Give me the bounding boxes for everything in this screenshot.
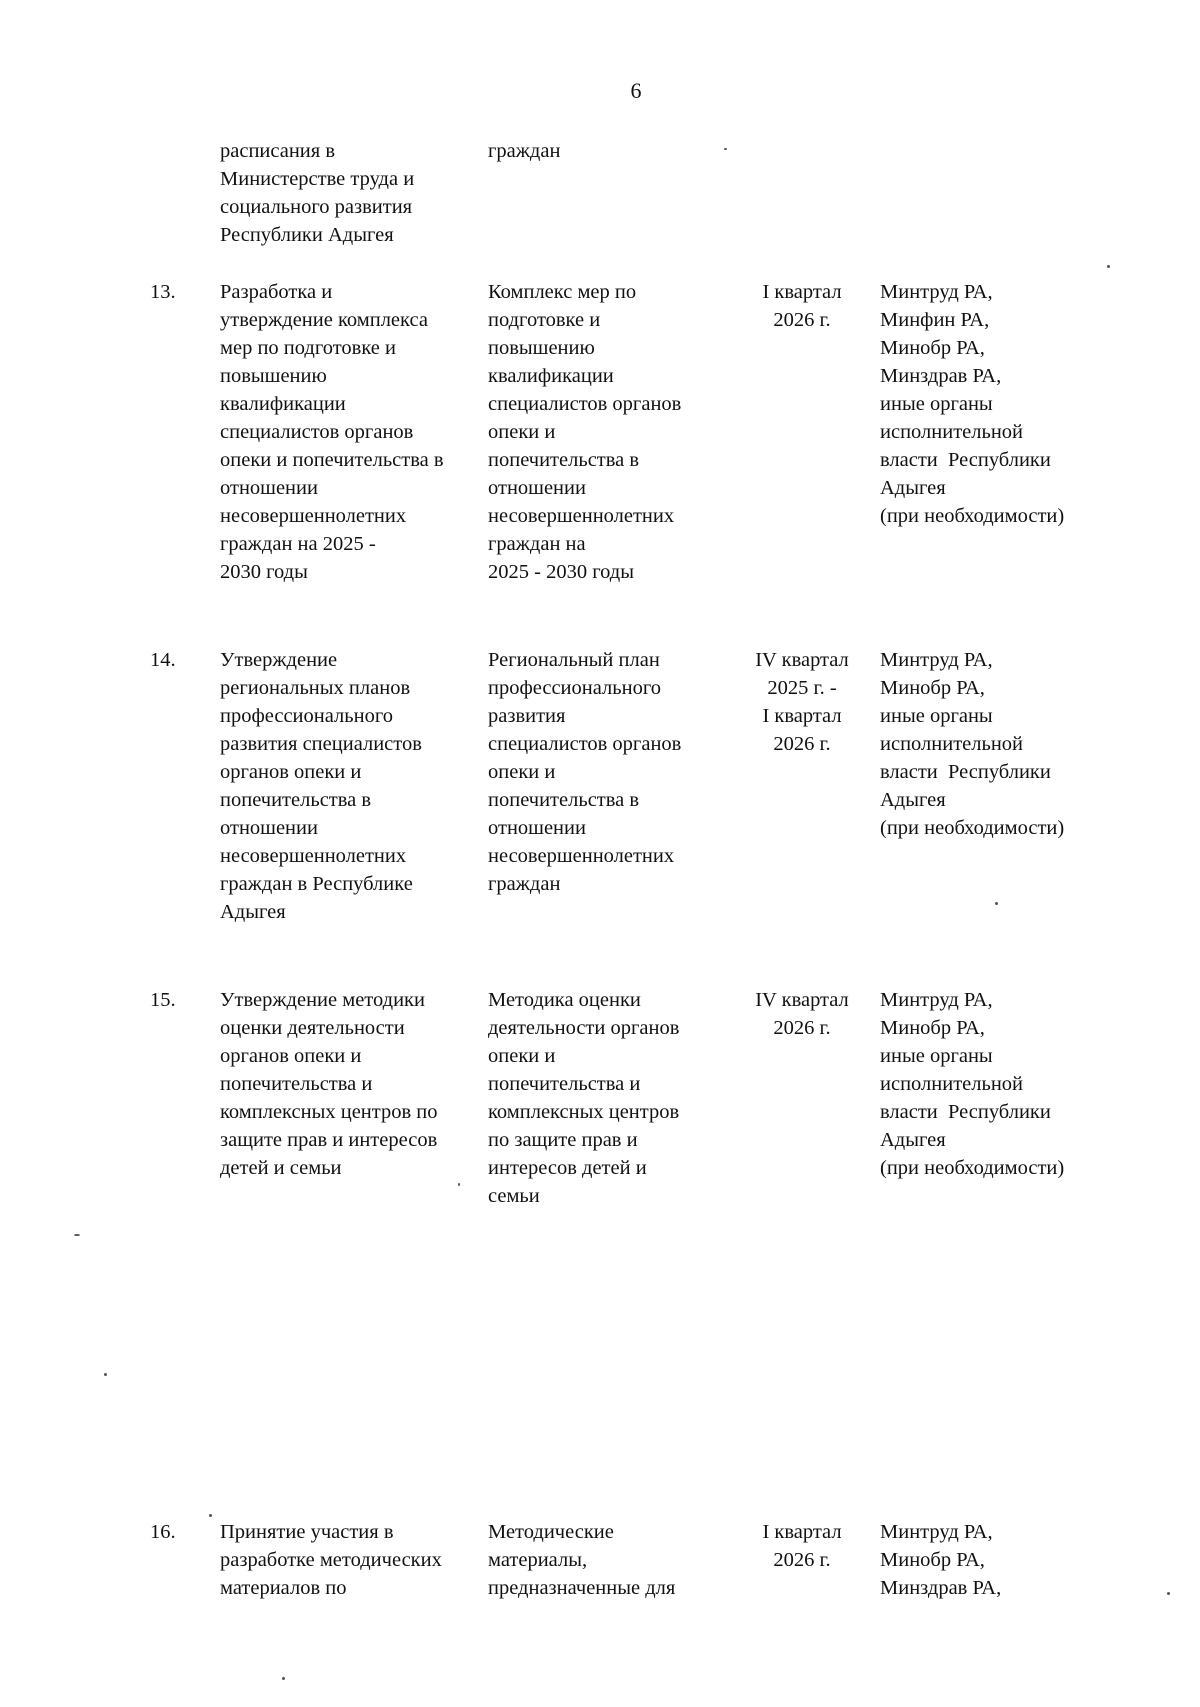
text-line: исполнительной (880, 733, 1024, 755)
text-line: (при необходимости) (880, 1157, 1065, 1179)
text-line: исполнительной (880, 421, 1024, 443)
scan-speck (1167, 1592, 1170, 1595)
text-line: попечительства и (488, 1073, 641, 1095)
text-line: Утверждение методики (220, 989, 425, 1011)
text-line: (при необходимости) (880, 505, 1065, 527)
row-13-deadline (742, 278, 862, 334)
text-line: опеки и (488, 1045, 556, 1067)
text-line: 2026 г. (773, 1549, 831, 1571)
text-line: отношении (220, 817, 318, 839)
text-line: Методика оценки (488, 989, 641, 1011)
text-line: I квартал (762, 1521, 842, 1543)
text-line: повышению (488, 337, 595, 359)
text-line: опеки и (488, 421, 556, 443)
row-14-number: 14. (150, 649, 176, 671)
scan-speck (458, 1183, 460, 1186)
row-15-measure (220, 986, 490, 1182)
row-15-responsible (880, 986, 1190, 1182)
text-line: Минздрав РА, (880, 365, 1002, 387)
scan-speck (282, 1677, 285, 1680)
text-line: 2026 г. (773, 1017, 831, 1039)
text-line: IV квартал (755, 989, 849, 1011)
text-line: опеки и (488, 761, 556, 783)
text-line: I квартал (762, 281, 842, 303)
text-line: материалы, (488, 1549, 588, 1571)
scan-speck (995, 902, 998, 905)
text-line: попечительства в (488, 449, 640, 471)
text-line: иные органы (880, 705, 993, 727)
text-line: Минфин РА, (880, 309, 990, 331)
text-line: Адыгея (220, 901, 286, 923)
text-line: граждан на (488, 533, 586, 555)
text-line: отношении (220, 477, 318, 499)
text-line: IV квартал (755, 649, 849, 671)
scan-speck (209, 1514, 212, 1517)
text-line: квалификации (220, 393, 346, 415)
text-line: (при необходимости) (880, 817, 1065, 839)
row-13-result (488, 278, 738, 586)
text-line: Комплекс мер по (488, 281, 637, 303)
text-line: Республики Адыгея (220, 224, 394, 246)
scan-speck (104, 1373, 107, 1376)
row-13-number: 13. (150, 281, 176, 303)
text-line: Минтруд РА, (880, 649, 993, 671)
text-line: Утверждение (220, 649, 338, 671)
text-line: исполнительной (880, 1073, 1024, 1095)
text-line: оценки деятельности (220, 1017, 405, 1039)
text-line: предназначенные для (488, 1577, 676, 1599)
text-line: Адыгея (880, 789, 946, 811)
text-line: несовершеннолетних (220, 845, 407, 867)
text-line: попечительства в (488, 789, 640, 811)
text-line: Принятие участия в (220, 1521, 394, 1543)
text-line: граждан (488, 873, 561, 895)
row-13-responsible (880, 278, 1190, 530)
text-line: Методические (488, 1521, 614, 1543)
text-line: Адыгея (880, 477, 946, 499)
text-line: власти Республики (880, 449, 1051, 471)
text-line: попечительства в (220, 789, 372, 811)
text-line: мер по подготовке и (220, 337, 396, 359)
continuation-measure (220, 137, 490, 249)
text-line: специалистов органов (488, 733, 682, 755)
text-line: социального развития (220, 196, 413, 218)
text-line: Разработка и (220, 281, 333, 303)
text-line: повышению (220, 365, 327, 387)
text-line: Адыгея (880, 1129, 946, 1151)
text-line: развития (488, 705, 566, 727)
text-line: иные органы (880, 1045, 993, 1067)
text-line: квалификации (488, 365, 614, 387)
text-line: власти Республики (880, 761, 1051, 783)
scan-speck (74, 1234, 80, 1236)
text-line: комплексных центров по (220, 1101, 438, 1123)
text-line: иные органы (880, 393, 993, 415)
text-line: Минтруд РА, (880, 989, 993, 1011)
text-line: комплексных центров (488, 1101, 680, 1123)
text-line: специалистов органов (220, 421, 414, 443)
row-14-result (488, 646, 738, 898)
row-15-deadline (742, 986, 862, 1042)
text-line: Региональный план (488, 649, 660, 671)
row-16-measure (220, 1518, 490, 1602)
text-line: граждан (488, 140, 561, 162)
text-line: Минздрав РА, (880, 1577, 1002, 1599)
text-line: несовершеннолетних (488, 505, 675, 527)
text-line: несовершеннолетних (488, 845, 675, 867)
text-line: попечительства и (220, 1073, 373, 1095)
text-line: органов опеки и (220, 1045, 362, 1067)
text-line: подготовке и (488, 309, 601, 331)
text-line: 2025 - 2030 годы (488, 561, 634, 583)
row-16-number: 16. (150, 1521, 176, 1543)
text-line: деятельности органов (488, 1017, 680, 1039)
text-line: власти Республики (880, 1101, 1051, 1123)
text-line: Минобр РА, (880, 677, 985, 699)
text-line: отношении (488, 817, 586, 839)
text-line: разработке методических (220, 1549, 442, 1571)
text-line: защите прав и интересов (220, 1129, 438, 1151)
text-line: профессионального (488, 677, 661, 699)
row-15-number: 15. (150, 989, 176, 1011)
text-line: Минтруд РА, (880, 281, 993, 303)
text-line: семьи (488, 1185, 540, 1207)
row-16-deadline (742, 1518, 862, 1574)
text-line: по защите прав и (488, 1129, 638, 1151)
text-line: 2030 годы (220, 561, 308, 583)
text-line: Минтруд РА, (880, 1521, 993, 1543)
row-14-deadline (742, 646, 862, 758)
row-13-measure (220, 278, 490, 586)
text-line: Министерстве труда и (220, 168, 415, 190)
text-line: I квартал (762, 705, 842, 727)
text-line: 2026 г. (773, 309, 831, 331)
row-16-responsible (880, 1518, 1190, 1602)
text-line: региональных планов (220, 677, 411, 699)
text-line: утверждение комплекса (220, 309, 428, 331)
text-line: детей и семьи (220, 1157, 342, 1179)
text-line: Минобр РА, (880, 337, 985, 359)
page-number: 6 (630, 78, 642, 103)
text-line: специалистов органов (488, 393, 682, 415)
row-16-result (488, 1518, 738, 1602)
scan-speck (724, 148, 727, 150)
continuation-result (488, 137, 738, 165)
row-14-responsible (880, 646, 1190, 842)
text-line: Минобр РА, (880, 1549, 985, 1571)
text-line: материалов по (220, 1577, 347, 1599)
text-line: несовершеннолетних (220, 505, 407, 527)
text-line: 2025 г. - (767, 677, 837, 699)
text-line: интересов детей и (488, 1157, 647, 1179)
row-15-result (488, 986, 738, 1210)
text-line: граждан в Республике (220, 873, 413, 895)
row-14-measure (220, 646, 490, 926)
text-line: развития специалистов (220, 733, 422, 755)
text-line: граждан на 2025 - (220, 533, 376, 555)
scan-speck (1107, 265, 1110, 268)
text-line: расписания в (220, 140, 336, 162)
text-line: 2026 г. (773, 733, 831, 755)
text-line: органов опеки и (220, 761, 362, 783)
text-line: опеки и попечительства в (220, 449, 444, 471)
text-line: отношении (488, 477, 586, 499)
text-line: Минобр РА, (880, 1017, 985, 1039)
text-line: профессионального (220, 705, 393, 727)
